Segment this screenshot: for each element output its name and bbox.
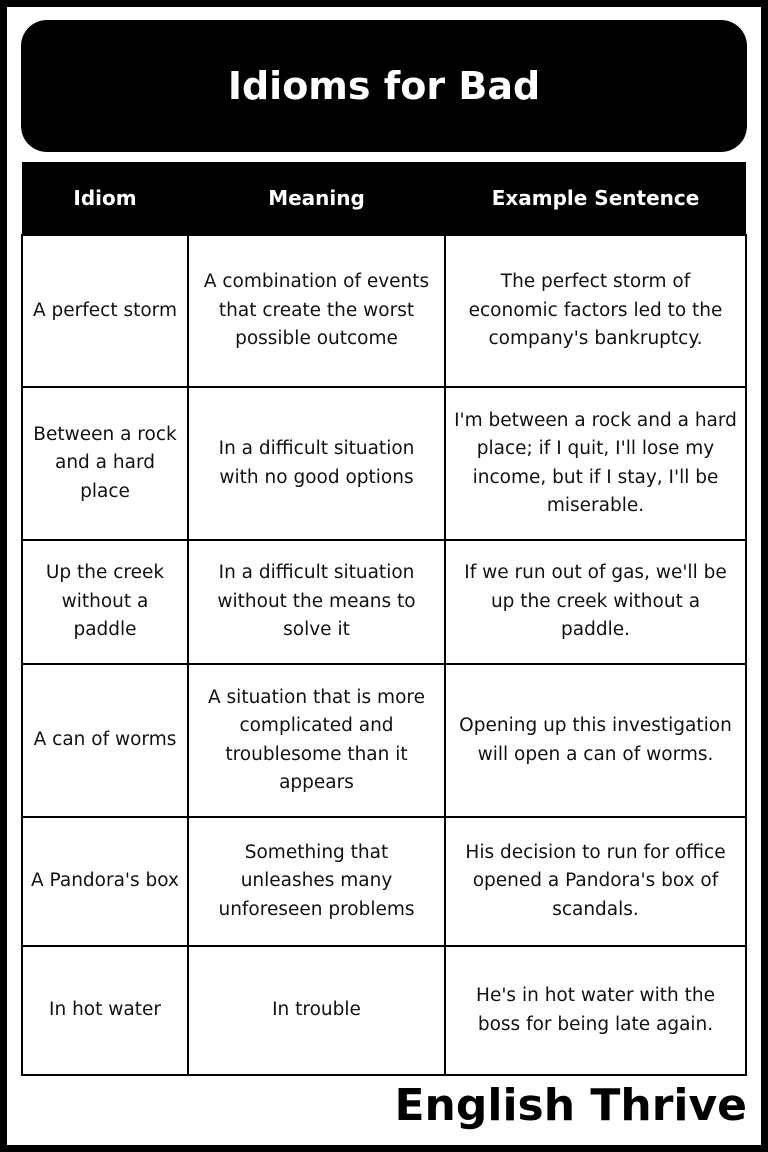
header-idiom: Idiom: [22, 162, 188, 235]
table-row: [22, 540, 746, 664]
idiom-cell: A can of worms: [22, 664, 188, 817]
example-cell: His decision to run for office opened a Pandora's box of scandals.: [445, 817, 746, 946]
idiom-cell: In hot water: [22, 946, 188, 1075]
page-title: Idioms for Bad: [21, 20, 747, 152]
idiom-cell: A Pandora's box: [22, 817, 188, 946]
meaning-cell: A combination of events that create the worst possible outcome: [188, 235, 445, 387]
brand-footer: English Thrive: [394, 1080, 747, 1131]
example-cell: I'm between a rock and a hard place; if I quit, I'll lose my income, but if I stay, I'll be miserable.: [445, 387, 746, 540]
example-cell: He's in hot water with the boss for being late again.: [445, 946, 746, 1075]
header-row: [22, 162, 746, 235]
example-cell: If we run out of gas, we'll be up the creek without a paddle.: [445, 540, 746, 664]
table-row: [22, 664, 746, 817]
idiom-cell: Up the creek without a paddle: [22, 540, 188, 664]
idiom-cell: Between a rock and a hard place: [22, 387, 188, 540]
header-example: Example Sentence: [445, 162, 746, 235]
example-cell: The perfect storm of economic factors led to the company's bankruptcy.: [445, 235, 746, 387]
table-row: [22, 235, 746, 387]
idiom-cell: A perfect storm: [22, 235, 188, 387]
example-cell: Opening up this investigation will open a can of worms.: [445, 664, 746, 817]
meaning-cell: In a difficult situation without the means to solve it: [188, 540, 445, 664]
table-row: [22, 946, 746, 1075]
table-row: [22, 387, 746, 540]
meaning-cell: A situation that is more complicated and troublesome than it appears: [188, 664, 445, 817]
meaning-cell: In a difficult situation with no good options: [188, 387, 445, 540]
header-meaning: Meaning: [188, 162, 445, 235]
idioms-table: [21, 162, 747, 1076]
meaning-cell: Something that unleashes many unforeseen problems: [188, 817, 445, 946]
table-row: [22, 817, 746, 946]
meaning-cell: In trouble: [188, 946, 445, 1075]
